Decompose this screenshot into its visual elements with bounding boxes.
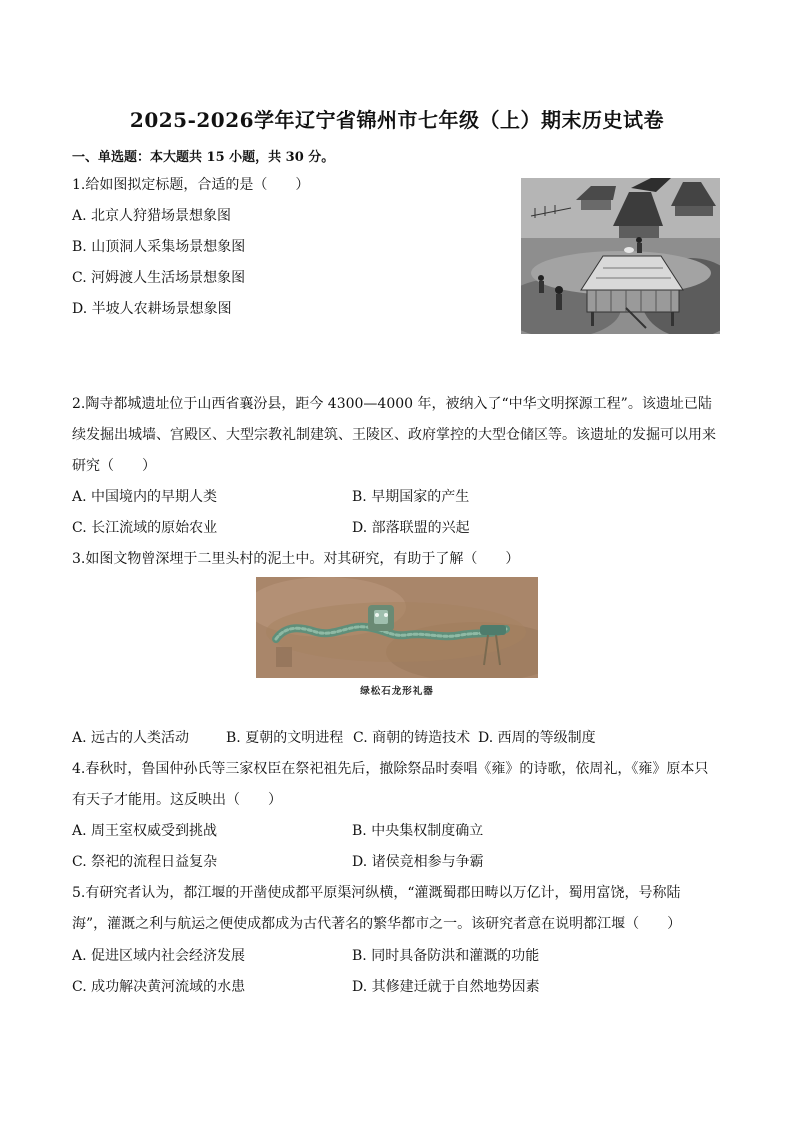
q4-option-b[interactable]: B. 中央集权制度确立 <box>352 823 484 839</box>
q3-option-b[interactable]: B. 夏朝的文明进程 <box>226 730 344 746</box>
section-heading: 一、单选题：本大题共 15 小题，共 30 分。 <box>72 150 335 165</box>
q5-option-c[interactable]: C. 成功解决黄河流域的水患 <box>72 979 246 995</box>
exam-title: 2025-2026学年辽宁省锦州市七年级（上）期末历史试卷 <box>129 108 665 132</box>
q5-option-d[interactable]: D. 其修建迁就于自然地势因素 <box>352 979 540 995</box>
q3-option-d[interactable]: D. 西周的等级制度 <box>478 730 596 746</box>
q3-stem: 3.如图文物曾深埋于二里头村的泥土中。对其研究，有助于了解（ ） <box>72 551 520 567</box>
q2-option-a[interactable]: A. 中国境内的早期人类 <box>72 489 218 505</box>
q4-stem-line-1: 4.春秋时，鲁国仲孙氏等三家权臣在祭祀祖先后，撤除祭品时奏唱《雍》的诗歌，依周礼，《雍》原本只 <box>72 761 709 777</box>
q2-stem-line-1: 2.陶寺都城遗址位于山西省襄汾县，距今 4300—4000 年，被纳入了“中华文明探源工程”。该遗址已陆 <box>72 396 712 412</box>
q5-stem-line-2: 海”，灌溉之利与航运之便使成都成为古代著名的繁华都市之一。该研究者意在说明都江堰（ ） <box>72 916 682 932</box>
q1-option-c[interactable]: C. 河姆渡人生活场景想象图 <box>72 270 246 286</box>
q4-option-c[interactable]: C. 祭祀的流程日益复杂 <box>72 854 218 870</box>
q3-turquoise-dragon-artifact-photo <box>256 577 538 678</box>
q3-option-c[interactable]: C. 商朝的铸造技术 <box>353 730 471 746</box>
q1-option-b[interactable]: B. 山顶洞人采集场景想象图 <box>72 239 246 255</box>
q2-option-b[interactable]: B. 早期国家的产生 <box>352 489 470 505</box>
q2-stem-line-3: 研究（ ） <box>72 458 156 474</box>
q5-option-b[interactable]: B. 同时具备防洪和灌溉的功能 <box>352 948 540 964</box>
q1-village-illustration <box>521 178 720 334</box>
q4-option-d[interactable]: D. 诸侯竞相参与争霸 <box>352 854 484 870</box>
q2-option-d[interactable]: D. 部落联盟的兴起 <box>352 520 470 536</box>
q5-stem-line-1: 5.有研究者认为，都江堰的开凿使成都平原渠河纵横，“灌溉蜀郡田畴以万亿计，蜀用富饶，号称陆 <box>72 885 681 901</box>
q2-stem-line-2: 续发掘出城墙、宫殿区、大型宗教礼制建筑、王陵区、政府掌控的大型仓储区等。该遗址的发掘可以用来 <box>72 427 716 443</box>
q1-stem: 1.给如图拟定标题，合适的是（ ） <box>72 177 310 193</box>
q4-stem-line-2: 有天子才能用。这反映出（ ） <box>72 792 282 808</box>
q2-option-c[interactable]: C. 长江流域的原始农业 <box>72 520 218 536</box>
q5-option-a[interactable]: A. 促进区域内社会经济发展 <box>72 948 246 964</box>
q3-option-a[interactable]: A. 远古的人类活动 <box>72 730 190 746</box>
q1-option-d[interactable]: D. 半坡人农耕场景想象图 <box>72 301 232 317</box>
q1-option-a[interactable]: A. 北京人狩猎场景想象图 <box>72 208 232 224</box>
q3-image-caption: 绿松石龙形礼器 <box>360 686 434 697</box>
q4-option-a[interactable]: A. 周王室权威受到挑战 <box>72 823 218 839</box>
